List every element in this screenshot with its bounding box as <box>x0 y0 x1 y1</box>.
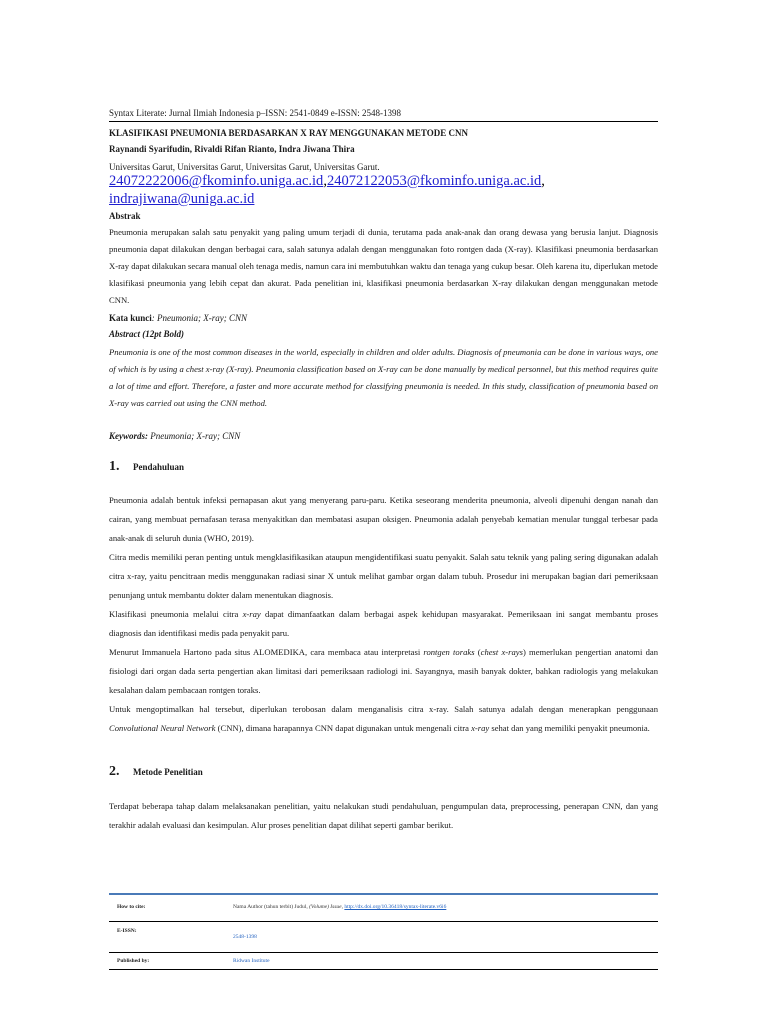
paragraph: Pneumonia adalah bentuk infeksi pernapasan akut yang menyerang paru-paru. Ketika seseorang menderita pneumonia, alveoli dipenuhi dengan nanah dan cairan, yang membuat pernafasan terasa menyakitkan dan membatasi asupan oksigen. Pneumonia adalah penyebab kematian menular tunggal terbesar pada anak-anak di seluruh dunia (WHO, 2019). <box>109 495 658 543</box>
paragraph: Untuk mengoptimalkan hal tersebut, diperlukan terobosan dalam menganalisis citra x-ray. Salah satunya adalah dengan menerapkan penggunaan Convolutional Neural Network (CNN), dimana harapannya CNN dapat digunakan untuk mengenali citra x-ray sehat dan yang memiliki penyakit pneumonia. <box>109 704 658 733</box>
keywords-en-label: Keywords: <box>109 431 148 441</box>
paper-affiliation: Universitas Garut, Universitas Garut, Universitas Garut, Universitas Garut. <box>109 162 380 172</box>
email-separator: , <box>323 173 327 189</box>
paragraph: Citra medis memiliki peran penting untuk mengklasifikasikan ataupun mengidentifikasi suatu penyakit. Salah satu teknik yang paling sering digunakan adalah citra x-ray, yaitu pencitraan medis menggunakan radiasi sinar X untuk melihat gambar organ dalam tubuh. Prosedur ini merupakan bagian dari pemeriksaan penunjang untuk membantu dokter dalam menentukan diagnosis. <box>109 552 658 600</box>
publisher-label: Published by: <box>117 958 150 964</box>
email-link-1[interactable]: 24072222006@fkominfo.uniga.ac.id <box>109 173 324 189</box>
keywords-en-value: Pneumonia; X-ray; CNN <box>148 431 241 441</box>
keywords-en <box>109 431 240 441</box>
section-number: 2. <box>109 764 120 779</box>
abstract-en-heading: Abstract (12pt Bold) <box>109 329 185 339</box>
paper-title: KLASIFIKASI PNEUMONIA BERDASARKAN X RAY MENGGUNAKAN METODE CNN <box>109 128 468 138</box>
eissn-label: E-ISSN: <box>117 928 137 934</box>
publisher-value[interactable]: Ridwan Institute <box>233 958 270 964</box>
abstract-en-text: Pneumonia is one of the most common diseases in the world, especially in children and older adults. Diagnosis of pneumonia can be done in various ways, one of which is by using a chest x-ray (X-ray). Pneumonia classification based on X-ray can be done manually by medical personnel, but this method requires quite a lot of time and effort. Therefore, a faster and more accurate method for classifying pneumonia is needed. In this study, classification of pneumonia based on X-ray was carried out using the CNN method. <box>109 347 658 408</box>
keywords-value: : Pneumonia; X-ray; CNN <box>151 313 247 323</box>
email-link-2[interactable]: 24072122053@fkominfo.uniga.ac.id <box>326 173 542 189</box>
paragraph: Menurut Immanuela Hartono pada situs ALOMEDIKA, cara membaca atau interpretasi rontgen toraks (chest x-rays) memerlukan pengertian anatomi dan fisiologi dari organ dada serta pengertian akan limitasi dari pemeriksaan radiologi ini. Sayangnya, masih banyak dokter, bahkan radiologis yang melakukan kesalahan dalam pembacaan rontgen toraks. <box>109 647 659 695</box>
journal-header: Syntax Literate: Jurnal Ilmiah Indonesia p–ISSN: 2541-0849 e-ISSN: 2548-1398 <box>109 108 658 122</box>
doi-link[interactable]: http://dx.doi.org/10.36418/syntax-literate.v6i6 <box>344 904 447 910</box>
email-separator: , <box>541 173 545 189</box>
abstract-heading: Abstrak <box>109 211 141 221</box>
footer-row-publisher <box>109 953 658 970</box>
author-emails <box>109 172 669 208</box>
eissn-value[interactable]: 2548-1398 <box>233 934 257 940</box>
section-heading-1 <box>109 457 184 475</box>
citation-footer <box>109 893 658 970</box>
cite-text: Nama Author (tahun terbit) Judul, (Volume) Issue, http://dx.doi.org/10.36418/syntax-literate.v6i6 <box>233 904 447 910</box>
paragraph: Terdapat beberapa tahap dalam melaksanakan penelitian, yaitu nelakukan studi pendahuluan, pengumpulan data, preprocessing, penerapan CNN, dan yang terakhir adalah evaluasi dan kesimpulan. Alur proses penelitian dapat dilihat seperti gambar berikut. <box>109 801 658 830</box>
section-number: 1. <box>109 459 120 474</box>
footer-row-cite <box>109 895 658 922</box>
cite-label: How to cite: <box>117 904 146 910</box>
keywords-label: Kata kunci <box>109 313 152 323</box>
email-link-3[interactable]: indrajiwana@uniga.ac.id <box>109 191 255 207</box>
paragraph: Klasifikasi pneumonia melalui citra x-ray dapat dimanfaatkan dalam berbagai aspek kehidupan masyarakat. Pemeriksaan ini sangat membantu proses diagnosis dan identifikasi medis pada penyakit paru. <box>109 609 658 638</box>
method-body <box>109 797 658 835</box>
section-heading-2 <box>109 762 203 780</box>
keywords-id <box>109 313 247 323</box>
paper-authors: Raynandi Syarifudin, Rivaldi Rifan Rianto, Indra Jiwana Thira <box>109 144 355 154</box>
introduction-body <box>109 491 658 738</box>
section-title: Pendahuluan <box>133 462 185 472</box>
abstract-text: Pneumonia merupakan salah satu penyakit yang paling umum terjadi di dunia, terutama pada anak-anak dan orang dewasa yang berusia lanjut. Diagnosis pneumonia dapat dilakukan dengan berbagai cara, salah satunya adalah dengan menggunakan foto rontgen dada (X-ray). Klasifikasi pneumonia berdasarkan X-ray dapat dilakukan secara manual oleh tenaga medis, namun cara ini membutuhkan waktu dan tenaga yang cukup besar. Oleh karena itu, diperlukan metode klasifikasi pneumonia yang lebih cepat dan akurat. Pada penelitian ini, klasifikasi pneumonia berdasarkan X-ray dilakukan dengan menggunakan metode CNN. <box>109 227 658 305</box>
footer-row-eissn <box>109 922 658 953</box>
section-title: Metode Penelitian <box>133 767 203 777</box>
